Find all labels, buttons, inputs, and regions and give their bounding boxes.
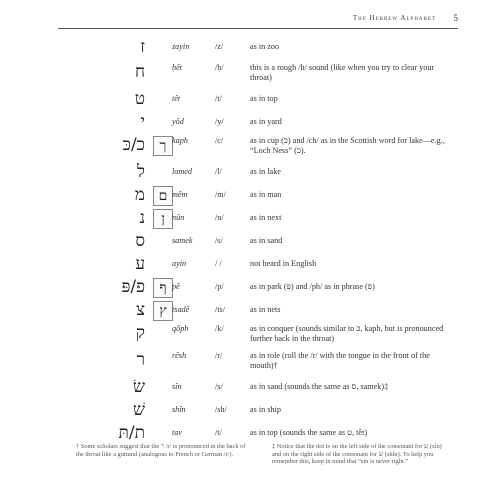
pronunciation-note: this is a rough /h/ sound (like when you try to clear your throat) bbox=[250, 63, 435, 83]
pronunciation-note: as in lake bbox=[250, 166, 281, 176]
hebrew-letter: י bbox=[140, 111, 145, 132]
phonetic-symbol: /m/ bbox=[215, 189, 226, 199]
letter-name: rêsh bbox=[172, 351, 187, 360]
phonetic-symbol: /t/ bbox=[215, 93, 222, 103]
letter-name: kaph bbox=[172, 136, 188, 145]
letter-name: yôd bbox=[172, 116, 184, 126]
table-row bbox=[0, 184, 500, 207]
pronunciation-note: not heard in English bbox=[250, 258, 317, 268]
hebrew-letter: ק bbox=[135, 323, 145, 343]
hebrew-letter: ר bbox=[136, 350, 145, 370]
letter-name: samek bbox=[172, 235, 193, 245]
letter-name: pê bbox=[172, 281, 180, 291]
table-row bbox=[0, 399, 500, 422]
final-form-letter: ן bbox=[153, 209, 173, 229]
letter-name: zayin bbox=[172, 41, 190, 51]
hebrew-letter: שׁ bbox=[132, 399, 145, 420]
hebrew-letter: ס bbox=[135, 230, 145, 251]
pronunciation-note: as in park (פּ) and /ph/ as in phrase (פ) bbox=[250, 281, 375, 291]
pronunciation-note: as in next bbox=[250, 212, 282, 222]
letter-name: tav bbox=[172, 428, 183, 437]
final-form-letter: ם bbox=[153, 186, 173, 206]
final-form-letter: ץ bbox=[153, 301, 173, 321]
letter-name: tsadê bbox=[172, 304, 190, 314]
phonetic-symbol: /sh/ bbox=[215, 404, 227, 414]
letter-name: mêm bbox=[172, 189, 188, 199]
letter-name: sîn bbox=[172, 381, 182, 391]
table-row bbox=[0, 349, 500, 376]
pronunciation-note: as in nets bbox=[250, 304, 281, 314]
letter-name: shîn bbox=[172, 404, 186, 414]
hebrew-letter: ח bbox=[134, 62, 145, 82]
table-row bbox=[0, 134, 500, 161]
pronunciation-note: as in sand bbox=[250, 235, 283, 245]
phonetic-symbol: /s/ bbox=[215, 381, 223, 391]
table-row bbox=[0, 376, 500, 399]
phonetic-symbol: /p/ bbox=[215, 281, 224, 291]
table-row bbox=[0, 322, 500, 349]
hebrew-letter: ט bbox=[134, 88, 145, 109]
hebrew-letter: כ/כּ bbox=[122, 135, 145, 155]
final-form-letter: ף bbox=[153, 278, 173, 298]
hebrew-letter: מ bbox=[134, 184, 145, 205]
phonetic-symbol: /ts/ bbox=[215, 304, 226, 314]
pronunciation-note: as in conquer (sounds similar to כּ, kaph, but is pronounced further back in the throat) bbox=[250, 324, 444, 344]
hebrew-letter: ת/תּ bbox=[118, 423, 145, 443]
pronunciation-note: as in yard bbox=[250, 116, 282, 126]
phonetic-symbol: / / bbox=[215, 258, 222, 268]
table-row bbox=[0, 207, 500, 230]
hebrew-letter: שׂ bbox=[132, 376, 145, 397]
phonetic-symbol: /n/ bbox=[215, 212, 224, 222]
letter-name: ayin bbox=[172, 258, 187, 268]
table-row bbox=[0, 161, 500, 184]
pronunciation-note: as in role (roll the /r/ with the tongue in the front of the mouth)† bbox=[250, 351, 430, 371]
letter-name: ḥêt bbox=[172, 63, 183, 72]
phonetic-symbol: /z/ bbox=[215, 41, 224, 51]
phonetic-symbol: /c/ bbox=[215, 136, 224, 145]
phonetic-symbol: /l/ bbox=[215, 166, 222, 176]
pronunciation-note: as in top bbox=[250, 93, 278, 103]
table-row bbox=[0, 34, 500, 61]
letter-name: têt bbox=[172, 93, 181, 103]
table-row bbox=[0, 230, 500, 253]
footnote-double-dagger: ‡ Notice that the dot is on the left side of the consonant for שׂ (sîn) and on the right side of the consonant for שׁ (shîn). To help you remember this, keep in mind that “sin is never right.” bbox=[272, 443, 442, 466]
hebrew-letter: צ bbox=[136, 299, 145, 320]
hebrew-letter: נ bbox=[139, 207, 145, 228]
alphabet-table bbox=[0, 34, 500, 446]
pronunciation-note: as in sand (sounds the same as ס, samek)‡ bbox=[250, 381, 389, 391]
phonetic-symbol: /r/ bbox=[215, 351, 223, 360]
final-form-letter: ך bbox=[153, 136, 173, 156]
pronunciation-note: as in zoo bbox=[250, 41, 280, 51]
phonetic-symbol: /ḥ/ bbox=[215, 63, 224, 72]
hebrew-letter: ל bbox=[137, 161, 145, 182]
hebrew-letter: פ/פּ bbox=[121, 276, 145, 297]
pronunciation-note: as in top (sounds the same as ט, têt) bbox=[250, 428, 368, 437]
pronunciation-note: as in man bbox=[250, 189, 282, 199]
hebrew-letter: ז bbox=[140, 36, 145, 57]
letter-name: qôph bbox=[172, 324, 189, 333]
letter-name: lamed bbox=[172, 166, 193, 176]
phonetic-symbol: /t/ bbox=[215, 428, 222, 437]
phonetic-symbol: /y/ bbox=[215, 116, 224, 126]
hebrew-letter: ע bbox=[135, 253, 145, 274]
table-row bbox=[0, 88, 500, 111]
phonetic-symbol: /s/ bbox=[215, 235, 223, 245]
header-title: The Hebrew Alphabet bbox=[352, 14, 436, 22]
table-row bbox=[0, 253, 500, 276]
pronunciation-note: as in cup (כּ) and /ch/ as in the Scottish word for lake—e.g., “Loch Ness” (כ). bbox=[250, 136, 445, 156]
letter-name: nûn bbox=[172, 212, 185, 222]
table-row bbox=[0, 276, 500, 299]
pronunciation-note: as in ship bbox=[250, 404, 281, 414]
table-row bbox=[0, 61, 500, 88]
phonetic-symbol: /k/ bbox=[215, 324, 224, 333]
page-number: 5 bbox=[453, 13, 458, 23]
table-row bbox=[0, 299, 500, 322]
footnote-dagger: † Some scholars suggest that the ר /r/ is pronounced in the back of the throat like a guttural (analogous to French or German /r/). bbox=[76, 443, 246, 458]
running-header bbox=[58, 14, 458, 29]
table-row bbox=[0, 111, 500, 134]
